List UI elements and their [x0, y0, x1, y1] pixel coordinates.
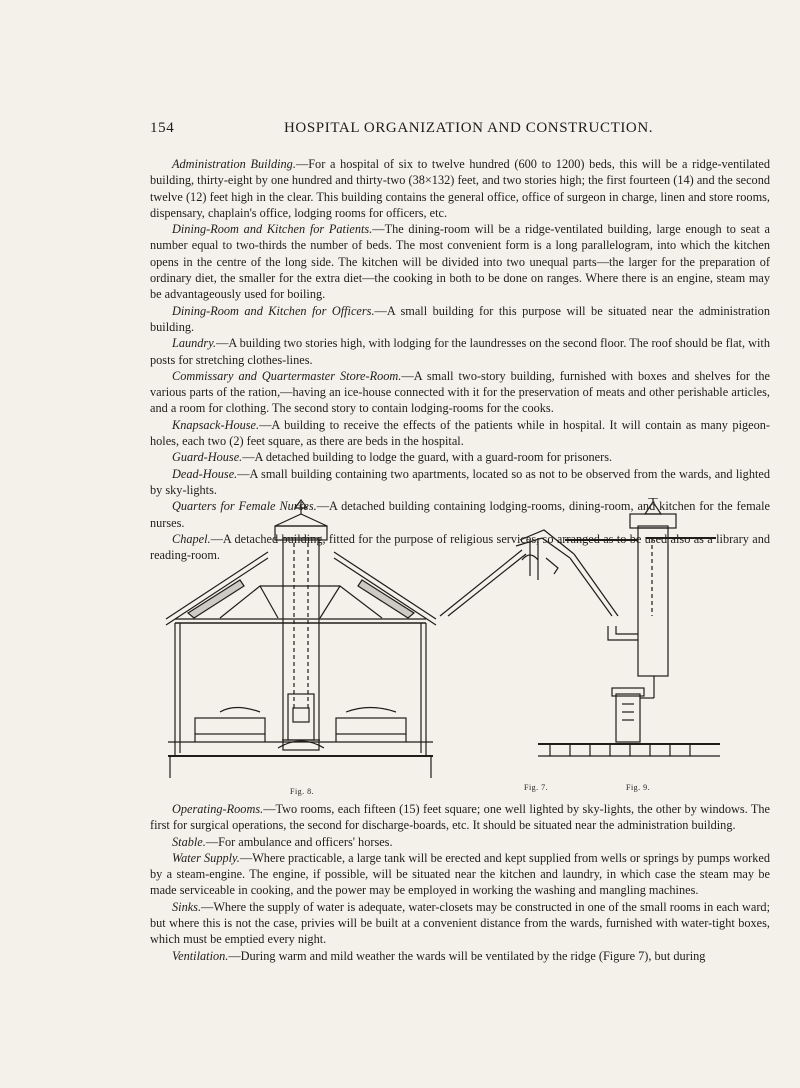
- paragraph-body: —For ambulance and officers' horses.: [205, 834, 393, 849]
- paragraph-body: —A small two-story building, furnished with boxes and shelves for the various parts of the ration,—having an ice-house connected with it for the preservation of meats and other perishable articles, and a room for clothing. The second story to contain lodging-rooms for the cooks.: [150, 368, 770, 416]
- paragraph-dining-room-patients: [150, 221, 770, 302]
- figure-9-shaft-section: [538, 498, 720, 756]
- paragraph-administration-building: [150, 156, 770, 221]
- paragraph-heading: Water Supply.: [172, 850, 240, 865]
- paragraph-body: —For a hospital of six to twelve hundred (600 to 1200) beds, this will be a ridge-ventilated building, thirty-eight by one hundred and thirty-two (38×132) feet, and two stories high; the first fourteen (14) and the second twelve (12) feet high in the clear. This building contains the general office, office of surgeon in charge, linen and store rooms, dispensary, chaplain's office, lodging rooms for officers, etc.: [150, 157, 770, 220]
- paragraph-heading: Laundry.: [172, 336, 217, 351]
- paragraph-heading: Dining-Room and Kitchen for Officers.: [172, 303, 375, 318]
- paragraph-heading: Stable.: [172, 834, 206, 849]
- paragraph-water-supply: [150, 850, 770, 899]
- running-title: HOSPITAL ORGANIZATION AND CONSTRUCTION.: [284, 120, 654, 136]
- figure-9-caption: Fig. 9.: [626, 783, 651, 792]
- paragraph-dead-house: [150, 466, 770, 499]
- paragraph-knapsack-house: [150, 417, 770, 450]
- figure-8-ward-section: [166, 500, 436, 778]
- figure-7-caption: Fig. 7.: [524, 783, 549, 792]
- paragraph-commissary: [150, 368, 770, 417]
- paragraph-body: —A building two stories high, with lodging for the laundresses on the second floor. The roof should be flat, with posts for stretching clothes-lines.: [150, 336, 770, 367]
- text-block-bottom: [150, 801, 770, 964]
- paragraph-body: —The dining-room will be a ridge-ventilated building, large enough to seat a number equal to two-thirds the number of beds. The most convenient form is a long parallelogram, into which the kitchen opens in the centre of the long side. The kitchen will be divided into two unequal parts—the larger for the preparation of ordinary diet, the smaller for the extra diet—the cooking in both to be done on ranges. Where there is an engine, steam may be advantageously used for boiling.: [150, 222, 770, 302]
- paragraph-sinks: [150, 899, 770, 948]
- paragraph-body: —Where practicable, a large tank will be erected and kept supplied from wells or springs by pumps worked by a steam-engine. The engine, if possible, will be situated near the kitchen and laundry, in which case the steam may be made serviceable in cooking, and the power may be employed in working the washing and mangling machines.: [150, 850, 770, 898]
- paragraph-operating-rooms: [150, 801, 770, 834]
- paragraph-body: —A small building containing two apartments, located so as not to be observed from the wards, and lighted by sky-lights.: [150, 466, 770, 497]
- figure-8-caption: Fig. 8.: [290, 787, 315, 796]
- paragraph-heading: Dining-Room and Kitchen for Patients.: [172, 222, 373, 237]
- paragraph-laundry: [150, 335, 770, 368]
- paragraph-body: —A small building for this purpose will be situated near the administration building.: [150, 303, 770, 334]
- paragraph-heading: Operating-Rooms.: [172, 802, 264, 816]
- paragraph-body: —A detached building to lodge the guard, with a guard-room for prisoners.: [242, 450, 613, 465]
- paragraph-body: —Where the supply of water is adequate, water-closets may be constructed in one of the small rooms in each ward; but where this is not the case, privies will be built at a convenient distance from the wards, furnished with water-tight boxes, which must be emptied every night.: [150, 899, 770, 947]
- paragraph-body: —A building to receive the effects of the patients while in hospital. It will contain as many pigeon-holes, each two (2) feet square, as there are beds in the hospital.: [150, 417, 770, 449]
- paragraph-guard-house: [150, 449, 770, 465]
- paragraph-body: —During warm and mild weather the wards will be ventilated by the ridge (Figure 7), but during: [228, 948, 706, 963]
- paragraph-ventilation: [150, 948, 770, 964]
- ventilation-figures: [160, 498, 720, 798]
- paragraph-heading: Ventilation.: [172, 948, 229, 963]
- paragraph-heading: Chapel.: [172, 531, 211, 546]
- page-number: 154: [150, 120, 175, 136]
- paragraph-heading: Quarters for Female Nurses.: [172, 499, 317, 514]
- paragraph-body: —A detached building containing lodging-rooms, dining-room, and kitchen for the female nurses.: [150, 499, 771, 530]
- paragraph-heading: Knapsack-House.: [172, 417, 260, 432]
- figure-7-ridge-ventilator: [440, 530, 618, 616]
- paragraph-heading: Commissary and Quartermaster Store-Room.: [172, 368, 402, 383]
- page-header: [150, 120, 750, 140]
- paragraph-body: —A detached building, fitted for the purpose of religious services, so arranged as to be used also as a library and reading-room.: [150, 531, 770, 563]
- paragraph-heading: Sinks.: [172, 899, 202, 914]
- paragraph-stable: [150, 834, 770, 850]
- paragraph-body: —Two rooms, each fifteen (15) feet square; one well lighted by sky-lights, the other by windows. The first for surgical operations, the second for discharge-boards, etc. It should be situated near the administration building.: [150, 802, 770, 833]
- paragraph-dining-room-officers: [150, 303, 770, 336]
- paragraph-heading: Dead-House.: [172, 466, 238, 481]
- paragraph-heading: Administration Building.: [172, 157, 296, 171]
- paragraph-heading: Guard-House.: [172, 450, 243, 465]
